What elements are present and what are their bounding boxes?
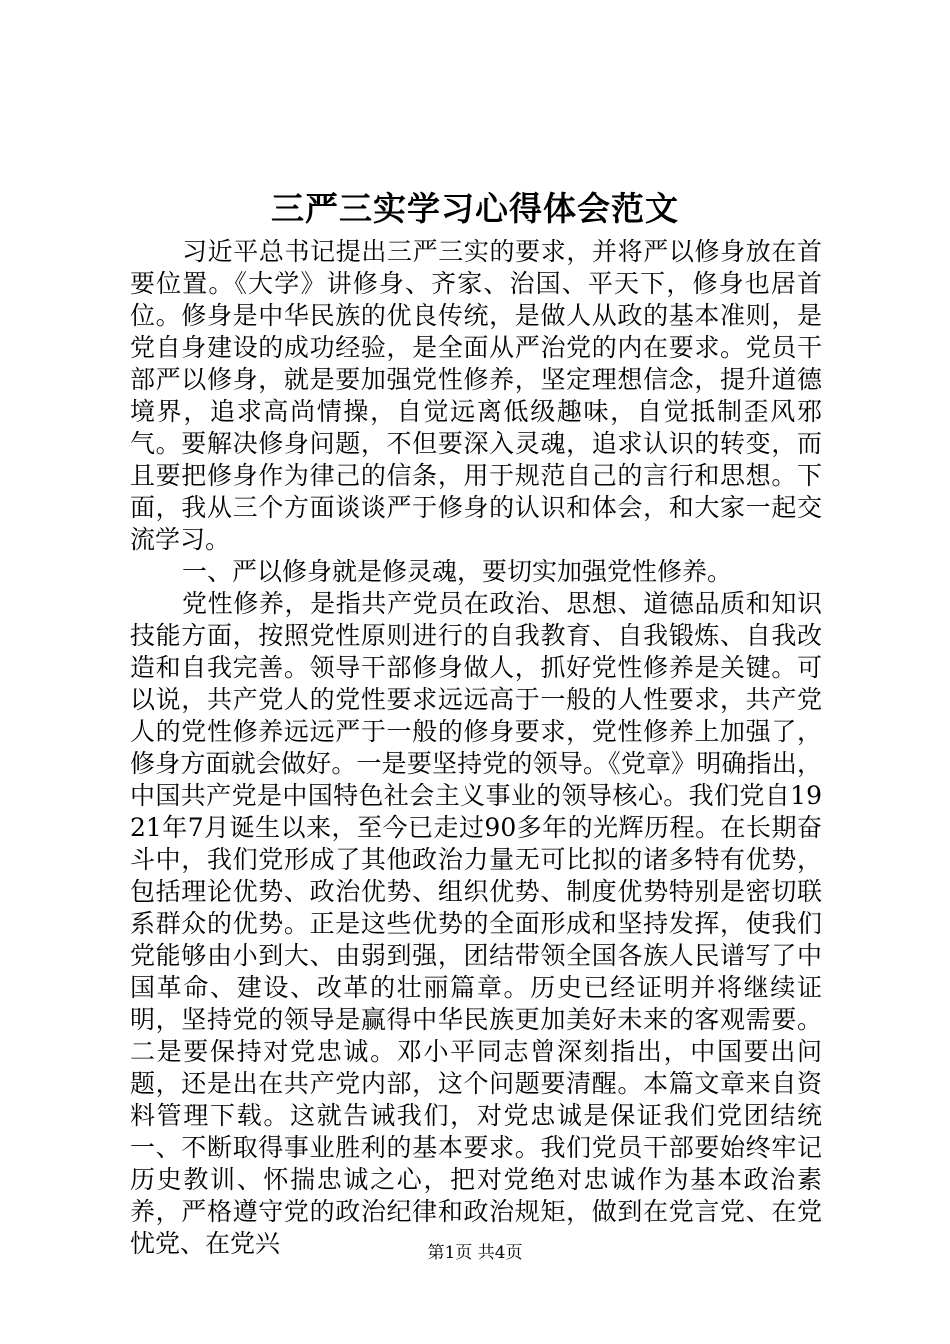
paragraph-party-spirit: 党性修养，是指共产党员在政治、思想、道德品质和知识技能方面，按照党性原则进行的自我教育、自我锻炼、自我改造和自我完善。领导干部修身做人，抓好党性修养是关键。可以说，共产党人的党性要求远远高于一般的人性要求，共产党人的党性修养远远严于一般的修身要求，党性修养上加强了，修身方面就会做好。一是要坚持党的领导。《党章》明确指出，中国共产党是中国特色社会主义事业的领导核心。我们党自1921年7月诞生以来，至今已走过90多年的光辉历程。在长期奋斗中，我们党形成了其他政治力量无可比拟的诸多特有优势，包括理论优势、政治优势、组织优势、制度优势特别是密切联系群众的优势。正是这些优势的全面形成和坚持发挥，使我们党能够由小到大、由弱到强，团结带领全国各族人民谱写了中国革命、建设、改革的壮丽篇章。历史已经证明并将继续证明，坚持党的领导是赢得中华民族更加美好未来的客观需要。二是要保持对党忠诚。邓小平同志曾深刻指出，中国要出问题，还是出在共产党内部，这个问题要清醒。本篇文章来自资料管理下载。这就告诫我们，对党忠诚是保证我们党团结统一、不断取得事业胜利的基本要求。我们党员干部要始终牢记历史教训、怀揣忠诚之心，把对党绝对忠诚作为基本政治素养，严格遵守党的政治纪律和政治规矩，做到在党言党、在党忧党、在党兴 xyxy=(130,589,822,1258)
page-number-footer: 第1页 共4页 xyxy=(427,1243,523,1263)
paragraph-intro: 习近平总书记提出三严三实的要求，并将严以修身放在首要位置。《大学》讲修身、齐家、治国、平天下，修身也居首位。修身是中华民族的优良传统，是做人从政的基本准则，是党自身建设的成功经验，是全面从严治党的内在要求。党员干部严以修身，就是要加强党性修养，坚定理想信念，提升道德境界，追求高尚情操，自觉远离低级趣味，自觉抵制歪风邪气。要解决修身问题，不但要深入灵魂，追求认识的转变，而且要把修身作为律己的信条，用于规范自己的言行和思想。下面，我从三个方面谈谈严于修身的认识和体会，和大家一起交流学习。 xyxy=(130,237,822,554)
section-heading-1: 一、严以修身就是修灵魂，要切实加强党性修养。 xyxy=(182,557,733,586)
document-body xyxy=(130,236,822,1260)
document-title: 三严三实学习心得体会范文 xyxy=(271,189,679,228)
